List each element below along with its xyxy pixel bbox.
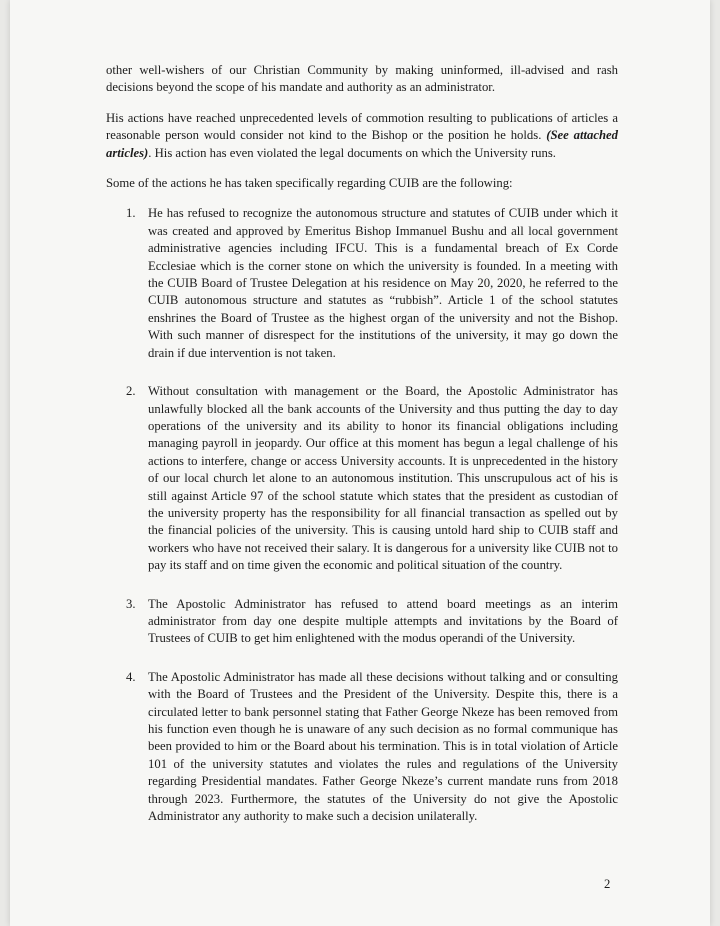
paragraph-commotion-tail: . His action has even violated the legal documents on which the University runs. — [148, 145, 556, 160]
list-item-text: Without consultation with management or the Board, the Apostolic Administrator has unlawfully blocked all the bank accounts of the University and thus putting the day to day operations of the university and its ability to honor its financial obligations including managing payroll in jeopardy. Our office at this moment has begun a legal challenge of his actions to interfere, change or access University accounts. It is unprecedented in the history of our local church let alone to an autonomous institution. This unscrupulous act of his is still against Article 97 of the school statute which states that the president as custodian of the university property has the responsibility for all financial transaction as spelled out by the financial policies of the university. This is causing untold hard ship to CUIB staff and workers who have not received their salary. It is dangerous for a university like CUIB not to pay its staff and on time given the economic and political situation of the country. — [148, 384, 618, 573]
list-item-number: 3. — [126, 596, 136, 611]
attached-articles-reference: (See attached articles) — [106, 128, 619, 160]
list-item-text: The Apostolic Administrator has made all these decisions without talking and or consulting with the Board of Trustees and the President of the University. Despite this, there is a circulated letter to bank personnel stating that Father George Nkeze has been removed from his function even though he is unaware of any such decision as no formal communique has been provided to him or the Board about his termination. This is in total violation of Article 101 of the university statutes and violates the rules and regulations of the University regarding Presidential mandates. Father George Nkeze’s current mandate runs from 2018 through 2023. Furthermore, the statutes of the University do not give the Apostolic Administrator any authority to make such a decision unilaterally. — [148, 669, 618, 824]
document-sheet — [10, 0, 710, 926]
paragraph-continuation: other well-wishers of our Christian Community by making uninformed, ill-advised and rash decisions beyond the scope of his mandate and authority as an administrator. — [106, 63, 618, 95]
list-item — [106, 205, 618, 362]
paragraph-commotion — [106, 110, 618, 162]
letter-body — [106, 62, 618, 846]
list-item-number: 1. — [126, 206, 136, 221]
paragraph-commotion-text: His actions have reached unprecedented levels of commotion resulting to publications of articles a reasonable person would consider not kind to the Bishop or the position he holds. — [106, 110, 618, 143]
list-item-text: He has refused to recognize the autonomous structure and statutes of CUIB under which it was created and approved by Emeritus Bishop Immanuel Bushu and all local government administrative agencies including IFCU. This is a fundamental breach of Ex Corde Ecclesiae which is the corner stone on which the university is founded. In a meeting with the CUIB Board of Trustee Delegation at his residence on May 20, 2020, he referred to the CUIB autonomous structure and statutes as “rubbish”. Article 1 of the school statutes enshrines the Board of Trustee as the highest organ of the university and not the Bishop. With such manner of disrespect for the institutions of the university, it may go down the drain if due intervention is not taken. — [148, 206, 618, 360]
page-number: 2 — [604, 877, 611, 891]
list-item — [106, 596, 618, 648]
list-item-number: 2. — [126, 384, 136, 399]
actions-list — [106, 205, 618, 825]
list-item — [106, 669, 618, 826]
actions-intro: Some of the actions he has taken specifically regarding CUIB are the following: — [106, 176, 513, 191]
list-item-number: 4. — [126, 669, 136, 684]
list-item — [106, 383, 618, 574]
list-item-text: The Apostolic Administrator has refused to attend board meetings as an interim administrator from day one despite multiple attempts and invitations by the Board of Trustees of CUIB to get him enlightened with the modus operandi of the University. — [148, 596, 618, 646]
